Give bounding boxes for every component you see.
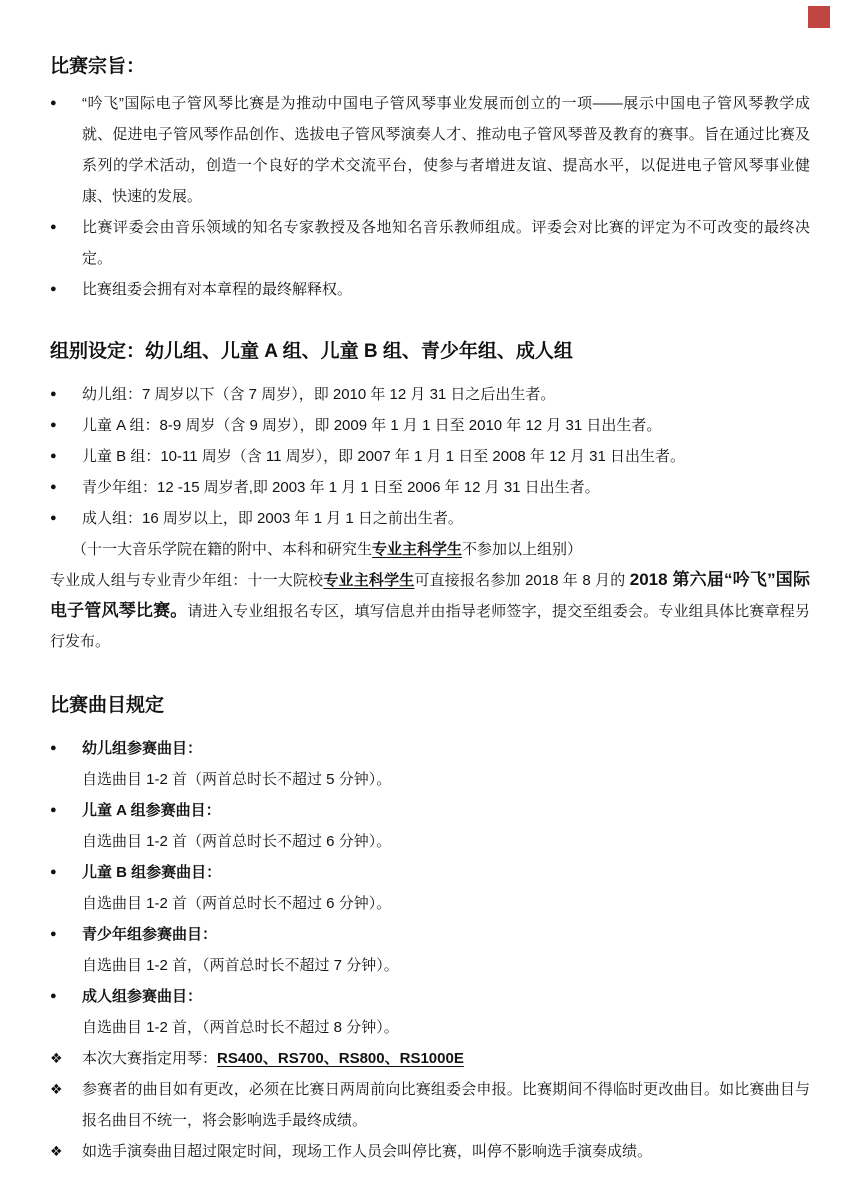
rule-timeout-paragraph: 如选手演奏曲目超过限定时间，现场工作人员会叫停比赛，叫停不影响选手演奏成绩。 — [82, 1143, 653, 1160]
designated-models: RS400、RS700、RS800、RS1000E — [217, 1050, 464, 1067]
bullet-body — [82, 441, 810, 472]
bullet-item — [50, 212, 810, 274]
bullet-dot-icon: ● — [50, 450, 57, 462]
pro-run-event-name: 2018 第六届“吟飞”国际电子管风琴比赛。 — [50, 570, 810, 620]
jury-paragraph: 比赛评委会由音乐领域的知名专家教授及各地知名音乐教师组成。评委会对比赛的评定为不可改变的最终决定。 — [82, 219, 810, 267]
bullet-body — [82, 472, 810, 503]
bullet-dot-icon: ● — [50, 742, 57, 754]
committee-paragraph: 比赛组委会拥有对本章程的最终解释权。 — [82, 281, 353, 298]
purpose-paragraph: “吟飞”国际电子管风琴比赛是为推动中国电子管风琴事业发展而创立的一项——展示中国电子管风琴教学成就、促进电子管风琴作品创作、选拔电子管风琴演奏人才、推动电子管风琴普及教育的赛事。旨在通过比赛及系列的学术活动，创造一个良好的学术交流平台，使参与者增进友谊、提高水平，以促进电子管风琴事业健康、快速的发展。 — [82, 95, 810, 205]
bullet-item — [50, 981, 810, 1043]
section-heading-groups: 组别设定：幼儿组、儿童 A 组、儿童 B 组、青少年组、成人组 — [50, 341, 573, 362]
bullet-body — [82, 379, 810, 410]
repertoire-title: 成人组参赛曲目： — [82, 988, 203, 1005]
bullet-dot-icon: ● — [50, 221, 57, 233]
repertoire-detail: 自选曲目 1-2 首（两首总时长不超过 5 分钟）。 — [82, 771, 392, 788]
repertoire-title: 儿童 B 组参赛曲目： — [82, 864, 222, 881]
repertoire-detail: 自选曲目 1-2 首（两首总时长不超过 6 分钟）。 — [82, 833, 392, 850]
group-adult: 成人组：16 周岁以上，即 2003 年 1 月 1 日之前出生者。 — [82, 510, 463, 527]
bullet-body — [82, 1043, 810, 1074]
bullet-dot-icon: ● — [50, 928, 57, 940]
bullet-item — [50, 410, 810, 441]
bullet-dot-icon: ● — [50, 804, 57, 816]
note-prefix: （十一大音乐学院在籍的附中、本科和研究生 — [72, 541, 373, 558]
repertoire-title: 青少年组参赛曲目： — [82, 926, 218, 943]
pro-run-emphasis: 专业主科学生 — [323, 572, 415, 589]
bullet-body — [82, 410, 810, 441]
bullet-dot-icon: ● — [50, 990, 57, 1002]
groups-list — [50, 379, 810, 534]
note-suffix: 不参加以上组别） — [462, 541, 583, 558]
bullet-item — [50, 857, 810, 919]
bullet-item — [50, 472, 810, 503]
diamond-item — [50, 1043, 810, 1074]
repertoire-detail: 自选曲目 1-2 首，（两首总时长不超过 7 分钟）。 — [82, 957, 399, 974]
bullet-dot-icon: ● — [50, 512, 57, 524]
repertoire-title: 儿童 A 组参赛曲目： — [82, 802, 221, 819]
note-emphasis: 专业主科学生 — [372, 541, 463, 558]
bullet-body — [82, 212, 810, 274]
bullet-body — [82, 733, 810, 795]
bullet-dot-icon: ● — [50, 481, 57, 493]
repertoire-list — [50, 733, 810, 1043]
bullet-body — [82, 857, 810, 919]
bullet-body — [82, 795, 810, 857]
bullet-item — [50, 88, 810, 212]
bullet-body — [82, 274, 810, 305]
rule-change-paragraph: 参赛者的曲目如有更改，必须在比赛日两周前向比赛组委会申报。比赛期间不得临时更改曲目。如比赛曲目与报名曲目不统一，将会影响选手最终成绩。 — [82, 1081, 810, 1129]
bullet-body — [82, 503, 810, 534]
purpose-list — [50, 88, 810, 305]
repertoire-detail: 自选曲目 1-2 首（两首总时长不超过 6 分钟）。 — [82, 895, 392, 912]
diamond-item — [50, 1074, 810, 1136]
pro-run-1: 专业成人组与专业青少年组：十一大院校 — [50, 572, 324, 589]
bullet-item — [50, 795, 810, 857]
bullet-body — [82, 981, 810, 1043]
bullet-dot-icon: ● — [50, 283, 57, 295]
bullet-body — [82, 1074, 810, 1136]
document-content — [50, 54, 810, 1167]
group-preschool: 幼儿组：7 周岁以下（含 7 周岁），即 2010 年 12 月 31 日之后出生者。 — [82, 386, 556, 403]
repertoire-title: 幼儿组参赛曲目： — [82, 740, 203, 757]
designated-organs — [82, 1043, 810, 1074]
group-child-a: 儿童 A 组：8-9 周岁（含 9 周岁），即 2009 年 1 月 1 日至 2010 年 12 月 31 日出生者。 — [82, 417, 662, 434]
bullet-dot-icon: ● — [50, 866, 57, 878]
bullet-dot-icon: ● — [50, 97, 57, 109]
bullet-body — [82, 88, 810, 212]
section-heading-purpose: 比赛宗旨： — [50, 56, 146, 77]
bullet-item — [50, 379, 810, 410]
bullet-body — [82, 1136, 810, 1167]
designated-prefix: 本次大赛指定用琴： — [82, 1050, 218, 1067]
bullet-item — [50, 733, 810, 795]
bullet-body — [82, 919, 810, 981]
diamond-icon: ❖ — [50, 1143, 63, 1159]
bullet-dot-icon: ● — [50, 419, 57, 431]
bullet-item — [50, 441, 810, 472]
bullet-dot-icon: ● — [50, 388, 57, 400]
rules-list — [50, 1043, 810, 1167]
bullet-item — [50, 919, 810, 981]
group-youth: 青少年组：12 -15 周岁者,即 2003 年 1 月 1 日至 2006 年 12 月 31 日出生者。 — [82, 479, 600, 496]
corner-red-square-icon — [808, 6, 830, 28]
professional-paragraph — [50, 565, 810, 657]
diamond-icon: ❖ — [50, 1050, 63, 1066]
repertoire-detail: 自选曲目 1-2 首，（两首总时长不超过 8 分钟）。 — [82, 1019, 399, 1036]
group-child-b: 儿童 B 组：10-11 周岁（含 11 周岁），即 2007 年 1 月 1 日至 2008 年 12 月 31 日出生者。 — [82, 448, 685, 465]
bullet-item — [50, 503, 810, 534]
conservatory-note — [50, 534, 810, 565]
diamond-item — [50, 1136, 810, 1167]
section-heading-repertoire: 比赛曲目规定 — [50, 695, 165, 716]
diamond-icon: ❖ — [50, 1081, 63, 1097]
bullet-item — [50, 274, 810, 305]
pro-run-5: 请进入专业组报名专区，填写信息并由指导老师签字，提交至组委会。专业组具体比赛章程另行发布。 — [50, 603, 810, 650]
pro-run-3: 可直接报名参加 2018 年 8 月的 — [414, 572, 630, 589]
